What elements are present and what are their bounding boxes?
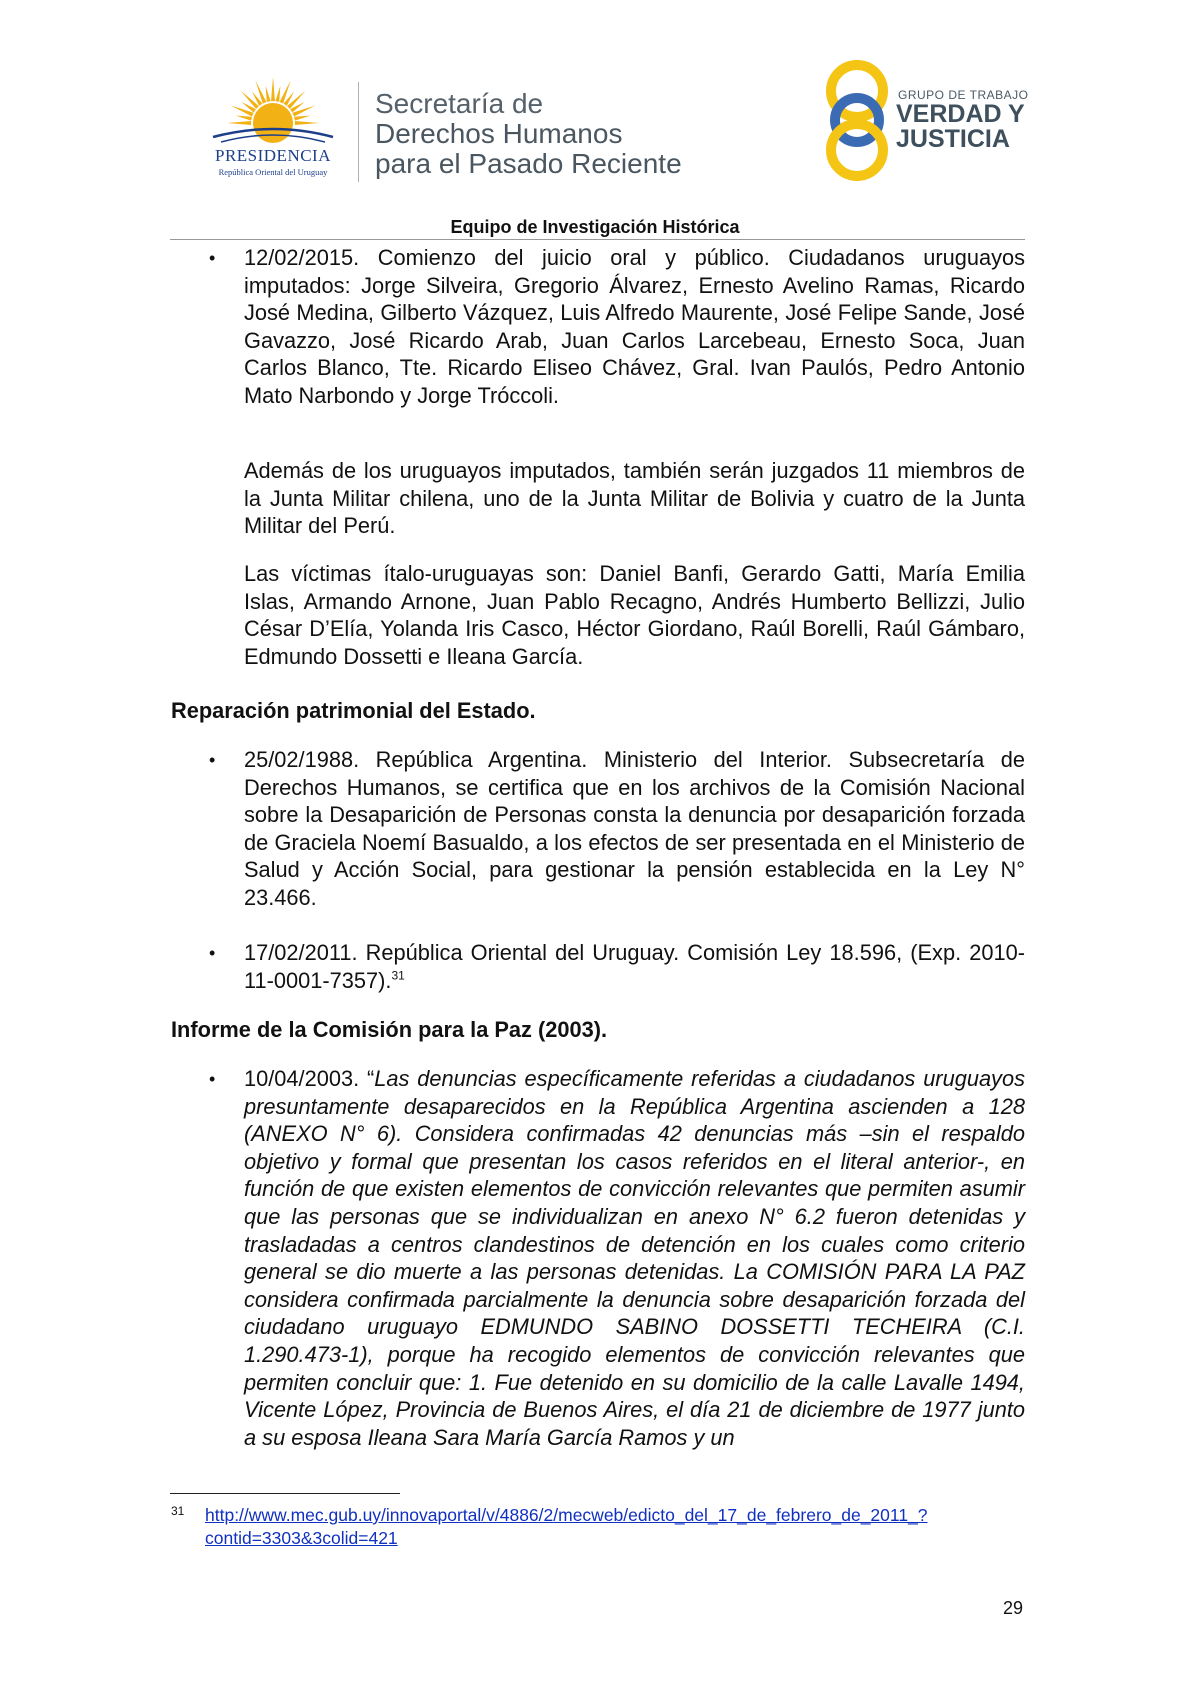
secretaria-line-2: Derechos Humanos: [375, 118, 623, 149]
secretaria-title: [375, 89, 682, 179]
comision-quote: Las denuncias específicamente referidas a ciudadanos uruguayos presuntamente desaparecidos en la República Argentina ascienden a 128 (ANEXO N° 6). Considera confirmadas 42 denuncias más –sin el respaldo objetivo y formal que presentan los casos referidos en el literal anterior-, en función de que existen elementos de convicción relevantes que permiten asumir que las personas que se individualizan en anexo N° 6.2 fueron detenidas y trasladadas a centros clandestinos de detención en los cuales como criterio general se dio muerte a las personas detenidas. La COMISIÓN PARA LA PAZ considera confirmada parcialmente la denuncia sobre desaparición forzada del ciudadano uruguayo EDMUNDO SABINO DOSSETTI TECHEIRA (C.I. 1.290.473-1), porque ha recogido elementos de convicción relevantes que permiten concluir que: 1. Fue detenido en su domicilio de la calle Lavalle 1494, Vicente López, Provincia de Buenos Aires, el día 21 de diciembre de 1977 junto a su esposa Ileana Sara María García Ramos y un: [244, 1066, 1025, 1450]
section-heading-comision: Informe de la Comisión para la Paz (2003).: [171, 1017, 608, 1042]
bullet-marker: •: [209, 1069, 216, 1089]
secretaria-line-3: para el Pasado Reciente: [375, 148, 682, 179]
comision-date: 10/04/2003. “: [244, 1066, 375, 1091]
page-header: [0, 0, 1190, 235]
footnote-rule: [170, 1493, 400, 1494]
vj-title-line-2: JUSTICIA: [896, 125, 1010, 153]
vj-title-line-1: VERDAD Y: [896, 100, 1025, 128]
bullet-marker: •: [209, 943, 216, 963]
rings-emblem-icon: [822, 55, 892, 185]
reparacion-bullet-1: 25/02/1988. República Argentina. Ministerio del Interior. Subsecretaría de Derechos Humanos, se certifica que en los archivos de la Comisión Nacional sobre la Desaparición de Personas consta la denuncia por desaparición forzada de Graciela Noemí Basualdo, a los efectos de ser presentada en el Ministerio de Salud y Acción Social, para gestionar la pensión establecida en la Ley N° 23.466.: [244, 747, 1025, 910]
header-rule: [170, 239, 1025, 240]
trial-bullet: 12/02/2015. Comienzo del juicio oral y público. Ciudadanos uruguayos imputados: Jorge Silveira, Gregorio Álvarez, Ernesto Avelino Ramas, Ricardo José Medina, Gilberto Vázquez, Luis Alfredo Maurente, José Felipe Sande, José Gavazzo, José Ricardo Arab, Juan Carlos Larcebeau, Ernesto Soca, Juan Carlos Blanco, Tte. Ricardo Eliseo Chávez, Gral. Ivan Paulós, Pedro Antonio Mato Narbondo y Jorge Tróccoli.: [244, 245, 1025, 408]
presidencia-logo: [193, 75, 353, 185]
comision-bullet-1: [244, 1065, 1025, 1451]
page-number: 29: [1003, 1598, 1024, 1618]
footnote-link[interactable]: http://www.mec.gub.uy/innovaportal/v/4886/2/mecweb/edicto_del_17_de_febrero_de_2011_?contid=3303&3colid=421: [205, 1505, 928, 1548]
accused-paragraph: Además de los uruguayos imputados, también serán juzgados 11 miembros de la Junta Militar chilena, uno de la Junta Militar de Bolivia y cuatro de la Junta Militar del Perú.: [244, 458, 1025, 539]
secretaria-line-1: Secretaría de: [375, 88, 544, 119]
victims-paragraph: Las víctimas ítalo-uruguayas son: Daniel Banfi, Gerardo Gatti, María Emilia Islas, Armando Arnone, Juan Pablo Recagno, Andrés Humberto Bellizzi, Julio César D’Elía, Yolanda Iris Casco, Héctor Giordano, Raúl Borelli, Raúl Gámbaro, Edmundo Dossetti e Ileana García.: [244, 561, 1025, 669]
footnote-number: 31: [171, 1504, 185, 1518]
section-heading-reparacion: Reparación patrimonial del Estado.: [171, 698, 536, 723]
team-title: Equipo de Investigación Histórica: [450, 217, 740, 237]
footnote-ref: 31: [391, 968, 405, 983]
bullet-marker: •: [209, 248, 216, 268]
vj-title: [896, 102, 1025, 152]
reparacion-bullet-2: [244, 939, 1025, 994]
bullet-marker: •: [209, 750, 216, 770]
header-divider: [358, 82, 359, 182]
presidencia-subtitle: República Oriental del Uruguay: [218, 167, 328, 177]
reparacion-bullet-2-text: 17/02/2011. República Oriental del Uruguay. Comisión Ley 18.596, (Exp. 2010-11-0001-7357).: [244, 940, 1025, 993]
presidencia-name: PRESIDENCIA: [214, 146, 331, 165]
vj-group-label: GRUPO DE TRABAJO: [898, 88, 1029, 102]
sun-emblem-icon: [193, 75, 353, 147]
